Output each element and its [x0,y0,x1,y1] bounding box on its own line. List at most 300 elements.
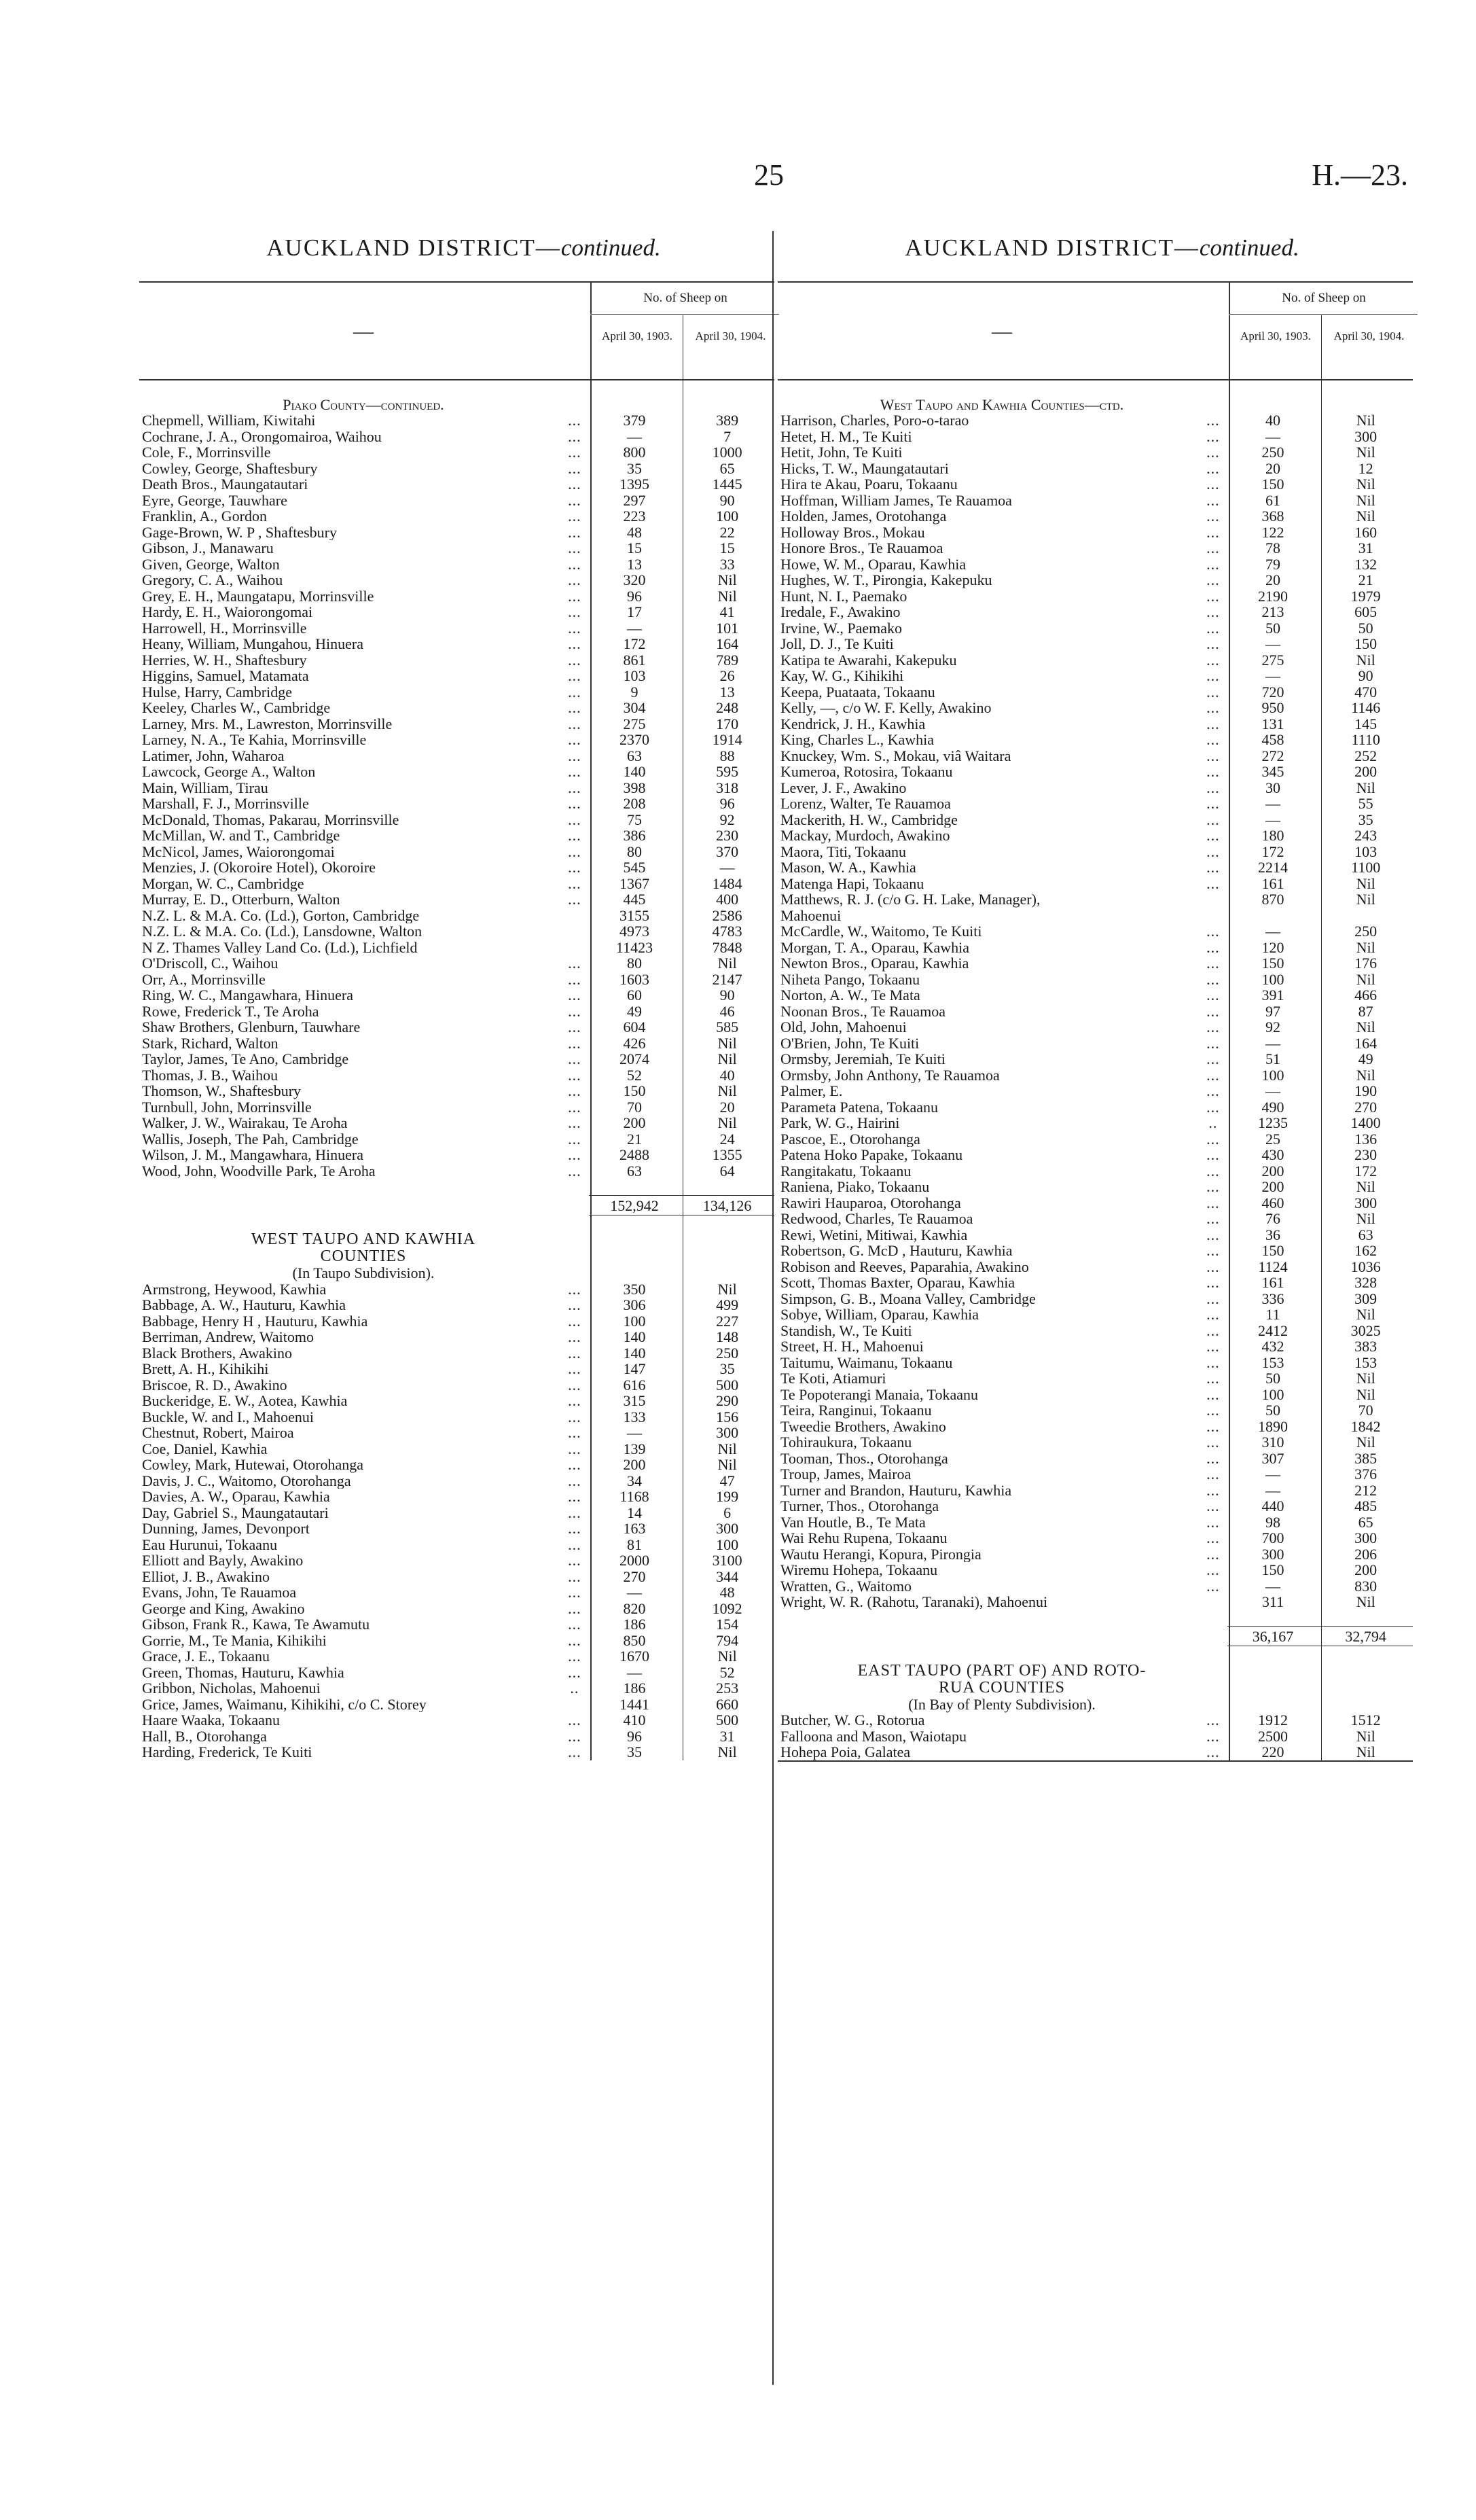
sheep-1903: 604 [623,1018,646,1035]
leader-dots: ... [1206,683,1220,700]
sheep-1904: 55 [1358,795,1373,812]
sheep-1903: 80 [627,842,642,860]
sheep-1903: 186 [623,1680,646,1697]
table-row [139,461,774,477]
leader-dots: ... [1206,1449,1220,1467]
sheep-1903: 15 [627,539,642,556]
sheep-1904: 31 [1358,539,1373,556]
leader-dots: ... [1206,811,1220,828]
table-row [139,1552,774,1569]
sheep-1904: 164 [1354,1034,1378,1052]
leader-dots: ... [568,1392,581,1409]
sheep-1904: 1036 [1350,1258,1381,1275]
sheep-1903: 345 [1261,763,1284,780]
table-row [139,1601,774,1617]
sheep-1903: 98 [1265,1513,1280,1531]
table-row [139,556,774,573]
leader-dots: ... [568,859,581,876]
table-row [778,1067,1413,1084]
owner-name: Thomson, W., Shaftesbury [142,1083,302,1099]
owner-name: Main, William, Tirau [142,779,268,796]
table-row [778,1243,1413,1259]
owner-name: Hughes, W. T., Pirongia, Kakepuku [780,572,992,588]
owner-name: Niheta Pango, Tokaanu [780,971,920,987]
owner-name: Wratten, G., Waitomo [780,1578,912,1594]
section-subtitle: (In Bay of Plenty Subdivision). [908,1695,1096,1713]
leader-dots: ... [568,731,581,748]
leader-dots: ... [1206,1434,1220,1451]
section-subtitle: (In Taupo Subdivision). [292,1264,435,1281]
sheep-1904: 65 [719,459,735,477]
leader-dots: ... [1206,603,1220,620]
sheep-1903: 35 [627,1743,642,1760]
leader-dots: ... [1206,859,1220,876]
table-row [778,476,1413,493]
leader-dots: ... [1206,715,1220,732]
leader-dots: ... [1206,1210,1220,1227]
owner-name: Heany, William, Mungahou, Hinuera [142,636,363,652]
leader-dots: ... [1206,459,1220,477]
owner-name: Armstrong, Heywood, Kawhia [142,1281,327,1297]
sheep-1903: 820 [623,1599,646,1617]
table-row [778,1355,1413,1371]
owner-name: Hunt, N. I., Paemako [780,588,907,604]
leader-dots: ... [1206,1529,1220,1546]
sheep-1903: — [1265,1034,1280,1052]
table-row [778,493,1413,509]
owner-name: Hetet, H. M., Te Kuiti [780,428,912,444]
leader-dots: ... [568,1280,581,1298]
sheep-1903: 4973 [619,923,649,940]
sheep-1903: — [627,427,642,445]
table-row [139,764,774,780]
section-title: Piako County—continued. [283,395,444,413]
sheep-1903: 200 [1261,1178,1284,1195]
sheep-1903: 21 [627,1130,642,1148]
owner-name: Noonan Bros., Te Rauamoa [780,1003,946,1019]
sheep-1904: 20 [719,1098,735,1116]
owner-name: Knuckey, Wm. S., Mokau, viâ Waitara [780,747,1011,764]
leader-dots: ... [1206,970,1220,988]
owner-name: Brett, A. H., Kihikihi [142,1361,269,1377]
table-row [778,748,1413,764]
leader-dots: ... [568,1584,581,1601]
sheep-1903: 34 [627,1472,642,1489]
table-row [139,572,774,588]
owner-name: Buckeridge, E. W., Aotea, Kawhia [142,1393,348,1409]
sheep-1904: 7 [723,427,732,445]
owner-name: Death Bros., Maungatautari [142,476,308,493]
section-title-line-2: COUNTIES [320,1247,407,1265]
leader-dots: ... [568,1520,581,1537]
sheep-1904: 190 [1354,1082,1378,1099]
sheep-1904: 300 [716,1424,739,1441]
table-row [778,1466,1413,1483]
table-row [139,540,774,556]
sheep-1903: 161 [1261,1274,1284,1291]
sheep-1904: 4783 [712,923,742,940]
sheep-1904: 328 [1354,1274,1378,1291]
table-header [778,281,1413,380]
owner-name: Raniena, Piako, Tokaanu [780,1179,930,1195]
sheep-1904: 150 [1354,635,1378,652]
table-row [778,412,1413,429]
table-body [139,380,774,1760]
sheep-1903: — [1265,1466,1280,1483]
total-1904: 32,794 [1318,1626,1413,1646]
owner-name: Wright, W. R. (Rahotu, Taranaki), Mahoenui [780,1594,1048,1610]
sheep-1903: 1124 [1258,1258,1288,1275]
sheep-1904: 1512 [1350,1711,1381,1728]
sheep-1903: 2488 [619,1146,649,1163]
owner-name: Robison and Reeves, Paparahia, Awakino [780,1258,1029,1275]
sheep-1904: Nil [1356,938,1375,956]
leader-dots: ... [568,651,581,669]
table-row [139,780,774,796]
sheep-1903: 186 [623,1616,646,1633]
sheep-1904: Nil [1356,1306,1375,1323]
owner-name: Thomas, J. B., Waihou [142,1067,278,1083]
sheep-1904: Nil [1356,970,1375,988]
table-row [139,908,774,924]
leader-dots: ... [568,1424,581,1441]
leader-dots: ... [1206,747,1220,764]
sheep-1903: 25 [1265,1130,1280,1148]
owner-name: Lever, J. F., Awakino [780,779,907,796]
table-row [139,1115,774,1131]
sheep-1904: 31 [719,1727,735,1745]
sheep-1903: 30 [1265,779,1280,796]
sheep-1904: 153 [1354,1353,1378,1371]
sheep-1904: 1110 [1351,731,1380,748]
leader-dots: ... [1206,523,1220,541]
sheep-1904: 500 [716,1711,739,1728]
table-row [778,972,1413,988]
sheep-1904: 243 [1354,827,1378,844]
table-row [778,429,1413,445]
table-row [778,844,1413,860]
leader-dots: ... [1206,1306,1220,1323]
leader-dots: ... [1206,955,1220,972]
owner-name: Kendrick, J. H., Kawhia [780,715,926,732]
sheep-1903: 1912 [1258,1711,1288,1728]
table-row [778,1227,1413,1243]
sheep-1903: 2074 [619,1050,649,1067]
owner-name: Kelly, —, c/o W. F. Kelly, Awakino [780,700,992,716]
leader-dots: ... [568,1296,581,1313]
owner-name: Grey, E. H., Maungatapu, Morrinsville [142,588,374,604]
table-row [778,859,1413,876]
leader-dots [1202,908,1225,924]
leader-dots: ... [1206,1162,1220,1179]
sheep-1903: 545 [623,859,646,876]
sheep-1903: 100 [1261,970,1284,988]
sheep-1904: 2586 [712,906,742,924]
sheep-1903: 150 [1261,1561,1284,1578]
total-1903: 36,167 [1227,1626,1319,1646]
sheep-1903: 1441 [619,1695,649,1713]
sheep-1904: 466 [1354,987,1378,1004]
sheep-1903: 490 [1261,1098,1284,1116]
table-row [139,1393,774,1409]
sheep-1904: 309 [1354,1290,1378,1307]
sheep-1904: 206 [1354,1545,1378,1563]
section-title-line-1: EAST TAUPO (PART OF) AND ROTO- [857,1661,1147,1680]
owner-name: Wai Rehu Rupena, Tokaanu [780,1530,948,1546]
sheep-1903: 297 [623,491,646,509]
table-row [139,1329,774,1345]
leader-dots: ... [568,523,581,541]
sheep-1904: 318 [716,779,739,796]
leader-dots: ... [568,970,581,988]
sheep-1903: 1890 [1258,1417,1288,1435]
sheep-1903: 35 [627,459,642,477]
sheep-1904: 252 [1354,747,1378,764]
sheep-1903: 800 [623,444,646,461]
leader-dots: ... [568,1648,581,1665]
sheep-1903: 9 [630,683,638,700]
table-row [778,540,1413,556]
owner-name: Rewi, Wetini, Mitiwai, Kawhia [780,1226,968,1243]
table-row [139,1297,774,1313]
owner-name: Irvine, W., Paemako [780,620,903,636]
leader-dots: ... [568,1376,581,1394]
leader-dots: ... [568,874,581,892]
sheep-1903: 307 [1261,1449,1284,1467]
sheep-1904: 63 [1358,1226,1373,1243]
table-row [139,508,774,525]
sheep-1903: — [1265,811,1280,828]
owner-name: Taitumu, Waimanu, Tokaanu [780,1354,953,1370]
owner-name: Evans, John, Te Rauamoa [142,1584,297,1601]
table-row [778,1402,1413,1419]
sheep-1904: Nil [1356,1727,1375,1745]
table-row [139,1035,774,1052]
leader-dots: ... [568,1130,581,1148]
table-row [778,1019,1413,1035]
sheep-1904: 1400 [1350,1114,1381,1131]
sheep-1904: 660 [716,1695,739,1713]
table-row [139,1131,774,1148]
table-row [139,923,774,940]
owner-name: Rangitakatu, Tokaanu [780,1163,912,1179]
owner-name: Butcher, W. G., Rotorua [780,1712,925,1728]
sheep-1903: 139 [623,1440,646,1457]
owner-name: Te Koti, Atiamuri [780,1370,886,1387]
table-row [778,668,1413,684]
header-year-1903: April 30, 1903. [590,315,683,379]
header-sheep-label: No. of Sheep on [1229,283,1418,315]
owner-name: Harrowell, H., Morrinsville [142,620,307,636]
table-row [139,1473,774,1489]
leader-dots: ... [1206,987,1220,1004]
owner-name: Te Popoterangi Manaia, Tokaanu [780,1386,978,1402]
table-row [778,1387,1413,1403]
sheep-1904: — [719,859,735,876]
sheep-1904: 92 [719,811,735,828]
sheep-1903: 200 [1261,1162,1284,1179]
sheep-1904: Nil [1356,1210,1375,1227]
owner-name: Gregory, C. A., Waihou [142,572,283,588]
table-row [139,1083,774,1099]
sheep-1903: 80 [627,955,642,972]
table-row [139,493,774,509]
leader-dots: ... [568,683,581,700]
sheep-1904: Nil [1356,491,1375,509]
leader-dots: ... [568,842,581,860]
sheep-1903 [1227,908,1319,924]
leader-dots [563,923,586,940]
owner-name: Larney, Mrs. M., Lawreston, Morrinsville [142,715,393,732]
sheep-1904: 162 [1354,1242,1378,1259]
leader-dots: ... [1206,1370,1220,1387]
header-year-1904: April 30, 1904. [683,315,778,379]
sheep-1903: 2190 [1258,587,1288,605]
sheep-1903: 131 [1261,715,1284,732]
table-row [139,1505,774,1521]
sheep-1903: 1168 [619,1488,649,1505]
sheep-1903: — [1265,1577,1280,1595]
sheep-1903: 386 [623,827,646,844]
leader-dots: ... [568,1114,581,1131]
owner-name: Elliot, J. B., Awakino [142,1568,270,1584]
leader-dots: ... [568,1711,581,1728]
owner-name: Redwood, Charles, Te Rauamoa [780,1211,973,1227]
owner-name: Turner, Thos., Otorohanga [780,1498,939,1514]
table-row [778,1051,1413,1067]
left-column [139,231,774,1760]
sheep-1903: 52 [627,1066,642,1084]
leader-dots: ... [568,571,581,588]
table-row [139,1521,774,1537]
table-row [778,780,1413,796]
sheep-1904: Nil [717,1440,737,1457]
table-row [778,876,1413,892]
sheep-1904: 48 [719,1584,735,1601]
owner-name: Palmer, E. [780,1083,843,1099]
sheep-1903: 460 [1261,1194,1284,1211]
table-row [778,987,1413,1004]
leader-dots: ... [1206,667,1220,684]
sheep-1904: 230 [716,827,739,844]
sheep-1903: 2000 [619,1552,649,1569]
table-row [778,620,1413,637]
owner-name: Iredale, F., Awakino [780,604,901,620]
sheep-1903: 1603 [619,970,649,988]
sheep-1903: 50 [1265,1402,1280,1419]
leader-dots: ... [1206,1577,1220,1595]
leader-dots: ... [568,1567,581,1585]
owner-name: Mackerith, H. W., Cambridge [780,811,958,828]
owner-name: Tooman, Thos., Otorohanga [780,1450,948,1466]
table-row [139,636,774,652]
header-dash: — [992,320,1012,342]
table-row [778,923,1413,940]
owner-name: Elliott and Bayly, Awakino [142,1552,304,1569]
leader-dots: ... [1206,1018,1220,1035]
table-row [778,1744,1413,1760]
leader-dots: ... [568,1440,581,1457]
sheep-1904: 90 [1358,667,1373,684]
owner-name: Green, Thomas, Hauturu, Kawhia [142,1664,344,1680]
table-row [778,1370,1413,1387]
sheep-1903: 79 [1265,555,1280,573]
table-row [139,876,774,892]
leader-dots: ... [1206,539,1220,556]
sheep-1904: 12 [1358,459,1373,477]
leader-dots: ... [1206,587,1220,605]
owner-name: Given, George, Walton [142,556,280,572]
leader-dots [563,940,586,956]
owner-name: Cochrane, J. A., Orongomairoa, Waihou [142,428,382,444]
sheep-1903: 100 [1261,1385,1284,1403]
leader-dots: ... [1206,619,1220,637]
owner-name: Coe, Daniel, Kawhia [142,1440,268,1457]
sheep-1904: 300 [1354,1529,1378,1546]
sheep-1903: 300 [1261,1545,1284,1563]
sheep-1903: 48 [627,523,642,541]
sheep-1903: 391 [1261,987,1284,1004]
sheep-1904: 3025 [1350,1321,1381,1339]
column-title: AUCKLAND DISTRICT—continued. [266,234,661,261]
sheep-1904: 253 [716,1680,739,1697]
owner-name: Latimer, John, Waharoa [142,747,285,764]
table-row [778,1307,1413,1323]
table-row [139,684,774,700]
owner-name: Simpson, G. B., Moana Valley, Cambridge [780,1290,1036,1307]
owner-name: Walker, J. W., Wairakau, Te Aroha [142,1115,348,1131]
sheep-1904: 7848 [712,938,742,956]
leader-dots: ... [1206,1002,1220,1020]
owner-name: N.Z. L. & M.A. Co. (Ld.), Gorton, Cambridge [142,907,420,923]
owner-name: Harrison, Charles, Poro-o-tarao [780,412,969,429]
table-row [139,716,774,732]
table-row [778,1323,1413,1339]
sheep-1903: 13 [627,555,642,573]
leader-dots: ... [568,1312,581,1330]
sheep-1903: 11 [1265,1306,1280,1323]
owner-name: Hetit, John, Te Kuiti [780,444,903,461]
owner-name: Mason, W. A., Kawhia [780,859,916,876]
sheep-1904: 1979 [1350,587,1381,605]
table-row [778,588,1413,605]
leader-dots: ... [568,1344,581,1362]
sheep-1904: 389 [716,412,739,429]
owner-name: Kay, W. G., Kihikihi [780,668,904,684]
sheep-1904: 154 [716,1616,739,1633]
sheep-1903: 379 [623,412,646,429]
owner-name: Wood, John, Woodville Park, Te Aroha [142,1163,376,1179]
owner-name: Howe, W. M., Oparau, Kawhia [780,556,967,572]
sheep-1903: — [1265,1481,1280,1499]
sheep-1904: Nil [1356,1434,1375,1451]
sheep-1903: 458 [1261,731,1284,748]
sheep-1903: 213 [1261,603,1284,620]
sheep-1904: Nil [717,1082,737,1099]
sheep-1903: 700 [1261,1529,1284,1546]
owner-name: Morgan, T. A., Oparau, Kawhia [780,939,969,955]
table-row [139,1457,774,1473]
sheep-1903: 150 [1261,955,1284,972]
sheep-1903: 100 [623,1312,646,1330]
leader-dots: ... [568,635,581,652]
owner-name: Pascoe, E., Otorohanga [780,1131,920,1147]
leader-dots: ... [568,1146,581,1163]
sheep-1904: 1000 [712,444,742,461]
owner-name: McMillan, W. and T., Cambridge [142,828,340,844]
leader-dots: ... [568,1328,581,1345]
sheep-1903: 336 [1261,1290,1284,1307]
